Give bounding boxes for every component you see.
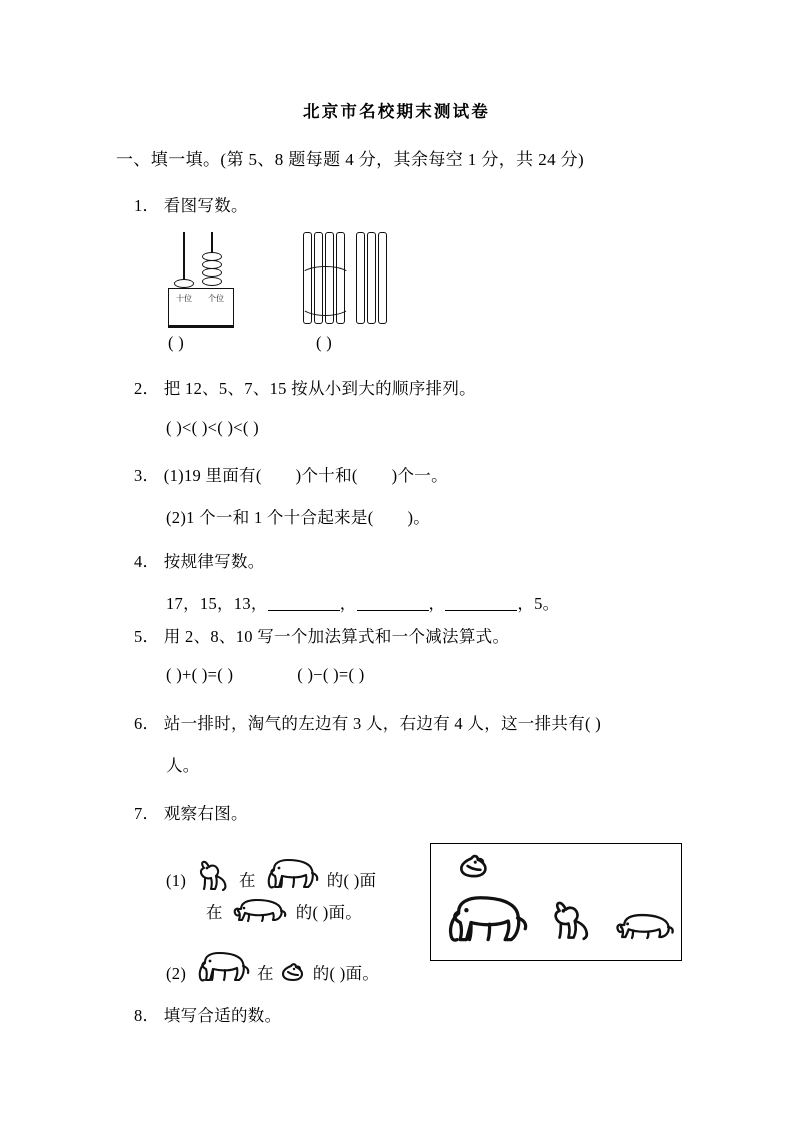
question-2-answer[interactable]: ( )<( )<( )<( )	[166, 418, 259, 437]
section-heading: 一、填一填。(第 5、8 题每题 4 分，其余每空 1 分，共 24 分)	[116, 150, 585, 169]
abacus-bead-ones-4	[202, 277, 222, 286]
question-3-part1-text-b: )个十和(	[295, 466, 358, 485]
question-5-addition-expression[interactable]: ( )+( )=( )	[166, 665, 234, 684]
question-6-text-line-1: 站一排时，淘气的左边有 3 人，右边有 4 人，这一排共有( )	[163, 714, 602, 733]
question-7-number: 7．	[134, 804, 160, 823]
stick-loose-1	[356, 232, 365, 324]
scene-pig-icon	[609, 906, 679, 946]
question-7-part1-zai: 在	[239, 871, 256, 890]
bird-icon	[278, 961, 308, 983]
abacus-label-ones: 个位	[208, 294, 224, 303]
dog-icon	[191, 859, 235, 893]
question-2	[134, 375, 476, 399]
question-8-number: 8．	[134, 1006, 160, 1025]
question-8-prompt: 填写合适的数。	[163, 1006, 282, 1025]
question-3-part2-text-b: )。	[407, 508, 431, 527]
question-7-part1-line2	[206, 895, 362, 925]
question-4-prompt: 按规律写数。	[163, 552, 265, 571]
elephant-icon	[260, 857, 322, 893]
question-2-number: 2．	[134, 379, 160, 398]
question-6-line-2: 人。	[166, 756, 200, 775]
question-4-seq-sep-2: ，	[428, 594, 446, 613]
pig-icon	[227, 895, 291, 925]
stick-bundle-tie-lower	[300, 294, 351, 316]
question-4-seq-sep-1: ，	[339, 594, 357, 613]
question-7-part1b-zai: 在	[206, 903, 223, 922]
question-6-line-1	[134, 710, 601, 734]
question-4	[134, 548, 265, 572]
abacus-icon	[168, 232, 234, 328]
stick-bundle-tie-upper	[300, 266, 351, 286]
question-1-prompt: 看图写数。	[163, 196, 248, 215]
question-4-sequence	[166, 590, 559, 614]
question-7-part1-line1	[166, 857, 376, 893]
question-7-part2-de[interactable]: 的( )面。	[312, 964, 380, 983]
abacus-bead-ones-3	[202, 268, 222, 277]
question-7	[134, 800, 248, 824]
abacus-bead-tens-1	[174, 279, 194, 288]
scene-bird-icon	[455, 852, 493, 880]
question-1-answer-right[interactable]: ( )	[316, 333, 333, 352]
question-7-part1-de[interactable]: 的( )面	[326, 871, 377, 890]
question-4-number: 4．	[134, 552, 160, 571]
question-3-part2-label: (2)	[166, 508, 187, 527]
question-3-part1-text-a: 19 里面有(	[183, 466, 262, 485]
question-7-prompt: 观察右图。	[163, 804, 248, 823]
question-4-seq-start: 17，15，13，	[166, 594, 268, 613]
question-6-number: 6．	[134, 714, 160, 733]
question-3-part2-text-a: 1 个一和 1 个十合起来是(	[186, 508, 374, 527]
scene-elephant-icon	[437, 890, 533, 952]
question-4-seq-end: ，5。	[517, 594, 560, 613]
question-3-part-2	[166, 504, 430, 528]
counting-sticks-icon	[303, 232, 387, 328]
question-3-part1-label: (1)	[163, 466, 184, 485]
stick-loose-2	[367, 232, 376, 324]
question-1-number: 1．	[134, 196, 160, 215]
question-7-scene-box	[430, 843, 682, 961]
question-7-part2-zai: 在	[257, 964, 274, 983]
question-3-part1-text-c: )个一。	[391, 466, 448, 485]
question-2-prompt: 把 12、5、7、15 按从小到大的顺序排列。	[163, 379, 476, 398]
page-title: 北京市名校期末测试卷	[303, 102, 490, 121]
question-5-number: 5．	[134, 627, 160, 646]
question-5-answers	[166, 665, 365, 685]
question-5-subtraction-expression[interactable]: ( )−( )=( )	[297, 665, 365, 684]
question-8	[134, 1002, 281, 1026]
question-5-prompt: 用 2、8、10 写一个加法算式和一个减法算式。	[163, 627, 510, 646]
question-1	[134, 192, 248, 216]
question-4-blank-2[interactable]	[357, 597, 429, 611]
question-5	[134, 623, 509, 647]
stick-loose-3	[378, 232, 387, 324]
question-4-blank-3[interactable]	[445, 597, 517, 611]
abacus-frame	[168, 288, 234, 328]
abacus-label-tens: 十位	[176, 294, 192, 303]
elephant-icon	[191, 950, 253, 986]
question-7-part2-label: (2)	[166, 964, 187, 983]
question-1-answer-left[interactable]: ( )	[168, 333, 185, 352]
scene-dog-icon	[543, 892, 599, 950]
question-3-number: 3．	[134, 466, 160, 485]
question-7-part1b-de[interactable]: 的( )面。	[295, 903, 363, 922]
question-7-part1-label: (1)	[166, 871, 187, 890]
question-3-part-1	[134, 462, 448, 486]
question-4-blank-1[interactable]	[268, 597, 340, 611]
question-7-part2-line	[166, 950, 379, 986]
